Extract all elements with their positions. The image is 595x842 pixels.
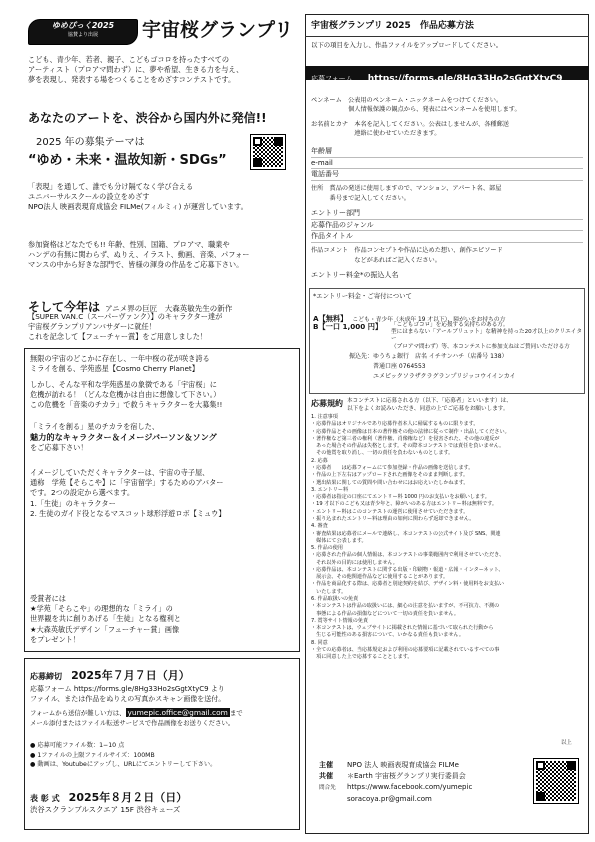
story-1: 無限の宇宙のどこかに存在し、一年中桜の花が咲き誇る ミライを創る、学苑惑星【Cosmo Cherry Planet】 xyxy=(30,354,210,374)
body-text-2: 参加資格はどなたでも!! 年齢、性別、国籍、プロアマ、職業や ハンデの有無に関わらず、ぬりえ、イラスト、動画、音楽、パフォー マンスの中から好きな部門で、皆様の渾身の作品をご応募下さい。 xyxy=(28,240,250,270)
rules-title: 応募規約 xyxy=(311,399,343,408)
ceremony xyxy=(30,786,187,805)
organizer-label: 主催 xyxy=(319,761,333,769)
ceremony-date: 2025年８月２日（日） xyxy=(68,791,188,804)
organizers xyxy=(319,760,519,805)
qr-code-icon xyxy=(250,134,286,170)
mail-post: まで メール添付またはファイル転送サービスで作品画像をお送りください。 xyxy=(30,709,243,727)
divider xyxy=(305,36,589,37)
story-3: 「ミライを創る」星のチカラを宿した、 xyxy=(30,422,160,431)
theme: “ゆめ・未来・温故知新・SDGs” xyxy=(28,153,227,168)
field-genre: 応募作品のジャンル xyxy=(311,220,583,232)
field-category: エントリー部門 xyxy=(311,208,583,220)
field-phone: 電話番号 xyxy=(311,169,583,181)
rules-text: 1. 注意事項 ・応募作品はオリジナルであり応募作者本人に帰属するものに限ります。 ・応募作品とその画像は日本の著作権その他の法律に従って制作・出品してください。 ・著作権など第三者の権利（著作権、肖像権など）を侵害された、その他の違反が あった場合その作品は失格とします。その際本コンテストでは責任を負いません。 その他賞を取り消し、一切の責任を負わないものとします。 2. 応募 ・応募者 は応募フォームにて参加登録・作品の画像を送信します。 ・作品の上下左右はアップロードされた画像をそのまま判断します。 ・選出結果に関しての質問や問い合わせにはお応えいたしかねます。 3. エントリー料 ・応募者は指定の口座にてエントリー料 1000 円のお支払いをお願いします。 ・19 才以下のこども又は青少年と、障がいのある方はエントリー料は無料です。 ・エントリー料はこのコンテストの運営に使用させていただきます。 ・振り込まれたエントリー料は理由の如何に関わらず返却できません。 4. 審査 ・審査結果は応募者にメールで連絡し、本コンテストの公式サイト及び SNS、関連 媒体にて公表します。 5. 作品の使用 ・応募された作品の個人情報は、本コンテストの事業範囲内で利用させていただき、 それ以外の目的には使用しません。 ・応募作品は、本コンテストに関する出版・印刷物・報道・広報・インターネット、 展示会、その他関連作品などに使用することがあります。 ・作品を商品化する際は、応募者と別途契約を結び、デザイン料・使用料をお支払い いたします。 6. 作品取扱いの免責 ・本コンテストは作品の取扱いには、細心の注意を払いますが、不可抗力、不測の 事態による作品の損傷などについて一切の責任を負いません。 7. 賞等サイト情報の免責 ・本コンテストは、ウェブサイトに掲載された情報に基づいて取られた行動から 生じる可能性のある損害について、いかなる責任も負いません。 8. 同意 ・全ての応募者は、当応募規定および利用の応募要項に記載されているすべての事 項に同意した上で応募することとします。 xyxy=(311,414,510,661)
r-intro: 以下の項目を入力し、作品ファイルをアップロードしてください。 xyxy=(311,41,503,49)
r-title: 宇宙桜グランプリ 2025 作品応募方法 xyxy=(311,21,474,31)
story-5: 受賞者には ★学苑「そらこや」の理想的な「ミライ」の 世界観を共に創りあげる「生徒」となる権利と ★大森英敏氏デザイン「フューチャー賞」画像 をプレゼント！ xyxy=(30,594,181,644)
rules-end: 以上 xyxy=(561,740,572,746)
coorg-label: 共催 xyxy=(319,772,333,780)
r-form-label: 応募フォーム xyxy=(311,75,353,83)
fee-b-text: 「こどもゴコロ」を応援する気持ちのある方。 型にはまらない「アールブリュット」な精神を持った20才以上のクリエイター （プロアマ問わず）等、本コンテストに参加支ねはご賛同いただける方 xyxy=(391,322,582,350)
fee-a-label: A【無料】 xyxy=(313,314,348,323)
fee-person: エントリー料金*の振込人名 xyxy=(311,271,399,279)
this-year-head: そして今年は xyxy=(28,300,101,314)
fields-a xyxy=(311,146,583,181)
mail-pre: フォームから送信が難しい方は、 xyxy=(30,709,126,717)
story-4: イメージしていただくキャラクターは、宇宙の寺子屋、 通称 学苑【そらこや】に「宇宙留学」するためのアバター です。2つの設定から選べます。 1.「生徒」のキャラクター 2. 生徒のガイド役となるマスコット球形浮遊ロボ【ミュウ】 xyxy=(30,468,226,518)
this-year-body: 【SUPER VAN.C（スーパーヴァンク）】のキャラクター達が 宇宙桜グランプリアンバサダーに就任！ これを記念して【フューチャー賞】をご用意しました！ xyxy=(28,312,223,342)
form-banner[interactable] xyxy=(305,66,589,84)
coorg: ＊Earth 宇宙桜グランプリ実行委員会 xyxy=(347,772,466,780)
intro-text: こども、青少年、若者、親子、こどもゴコロを持ったすべての アーティスト（プロアマ問わず）に、夢や希望、生きる力を与え、 夢を表現し、発表する場をつくることをめざすコンテストです。 xyxy=(28,55,244,85)
fee-head: *エントリー料金・ご寄付について xyxy=(313,292,412,300)
story-3-tail: をご応募下さい！ xyxy=(30,443,88,452)
mail-text xyxy=(30,708,298,728)
this-year-tail: アニメ界の巨匠 大森英敏先生の新作 xyxy=(105,304,233,313)
ceremony-label: 表 彰 式 xyxy=(30,794,60,803)
venue: 渋谷スクランブルスクエア 15F 渋谷キューズ xyxy=(30,805,181,814)
contact-email-link[interactable]: yumepic.office@gmail.com xyxy=(127,708,228,717)
bank-info: 振込先：ゆうちょ銀行 店名 イチサンハチ（店番号 138） 普通口座 0764553 ユメピックソラザクラグランプリジッコウイインカイ xyxy=(349,353,516,380)
file-notes: ● 応募可能ファイル数：1−10 点 ● 1ファイルの上限ファイルサイズ：100MB ● 動画は、Youtubeにアップし、URLにてエントリーして下さい。 xyxy=(30,742,217,768)
comment: 作品コメント 作品コンセプトや作品に込めた想い、創作エピソード などがあればご記入ください。 xyxy=(311,247,503,264)
form-text: 応募フォーム https://forms.gle/8Hg33Ho2sGgtXtyC9 より ファイル、または作品をぬりえの写真かスキャン画像を送付。 xyxy=(30,685,226,704)
rules-intro: 本コンテストに応募される方（以下、「応募者」といいます）は、 以下をよくお読みいただき、同意の上でご応募をお願いします。 xyxy=(347,398,512,412)
deadline-label: 応募締切 xyxy=(30,672,62,681)
rules-head xyxy=(311,398,589,413)
fields-b xyxy=(311,208,583,243)
organizer: NPO 法人 映画表現育成協会 FILMe xyxy=(347,761,459,769)
logo-line2: 協賛より出展 xyxy=(67,32,98,38)
contact-mail-link[interactable]: soracoya.pr@gmail.com xyxy=(347,795,432,803)
headline: あなたのアートを、渋谷から国内外に発信!! xyxy=(28,111,267,125)
contact-facebook-link[interactable]: https://www.facebook.com/yumepic xyxy=(347,783,473,791)
contact-label: 問合先 xyxy=(319,785,336,791)
logo xyxy=(28,19,138,45)
field-work-title: 作品タイトル xyxy=(311,231,583,243)
realname: お名前とカナ 本名を記入してください。公表はしませんが、各種郵送 連絡に使わせていただきます。 xyxy=(311,121,509,138)
story-2: しかし、そんな平和な学苑惑星の象徴である「宇宙桜」に 危機が訪れる！（どんな危機かは自由に想像して下さい。） この危機を「音楽のチカラ」で救うキャラクターを大募集!! xyxy=(30,380,223,410)
deadline xyxy=(30,664,190,683)
field-age: 年齢層 xyxy=(311,146,583,158)
story-3-bold: 魅力的なキャラクター＆イメージバーソン＆ソング xyxy=(30,432,217,442)
deadline-date: 2025年７月７日（月） xyxy=(71,669,190,682)
fee-a-text: こども・青少年（未成年 19 才以下）、障がいをお持ちの方 xyxy=(352,317,506,323)
theme-intro: 2025 年の募集テーマは xyxy=(36,137,145,148)
field-email: e-mail xyxy=(311,158,583,170)
logo-line1: ゆめぴっく2025 xyxy=(51,21,115,30)
qr-code-icon xyxy=(533,758,579,804)
penname: ペンネーム 公表用のペンネーム・ニックネームをつけてください。 個人情報保護の観点から、発表にはペンネームを使用します。 xyxy=(311,97,521,114)
address: 住所 賞品の発送に使用しますので、マンション、アパート名、部屋 番号まで記入してください。 xyxy=(311,185,502,202)
body-text-1: 「表現」を通して、誰でも分け隔てなく学び合える ユニバーサルスクールの設立をめざす NPO法人 映画表現育成協会 FILMe(フィルミィ) が運営しています。 xyxy=(28,182,248,212)
page-title: 宇宙桜グランプリ xyxy=(142,19,294,41)
fee-b-label: B【一口 1,000 円】 xyxy=(313,322,383,331)
r-form-url[interactable]: https://forms.gle/8Hg33Ho2sGgtXtyC9 xyxy=(367,74,563,84)
